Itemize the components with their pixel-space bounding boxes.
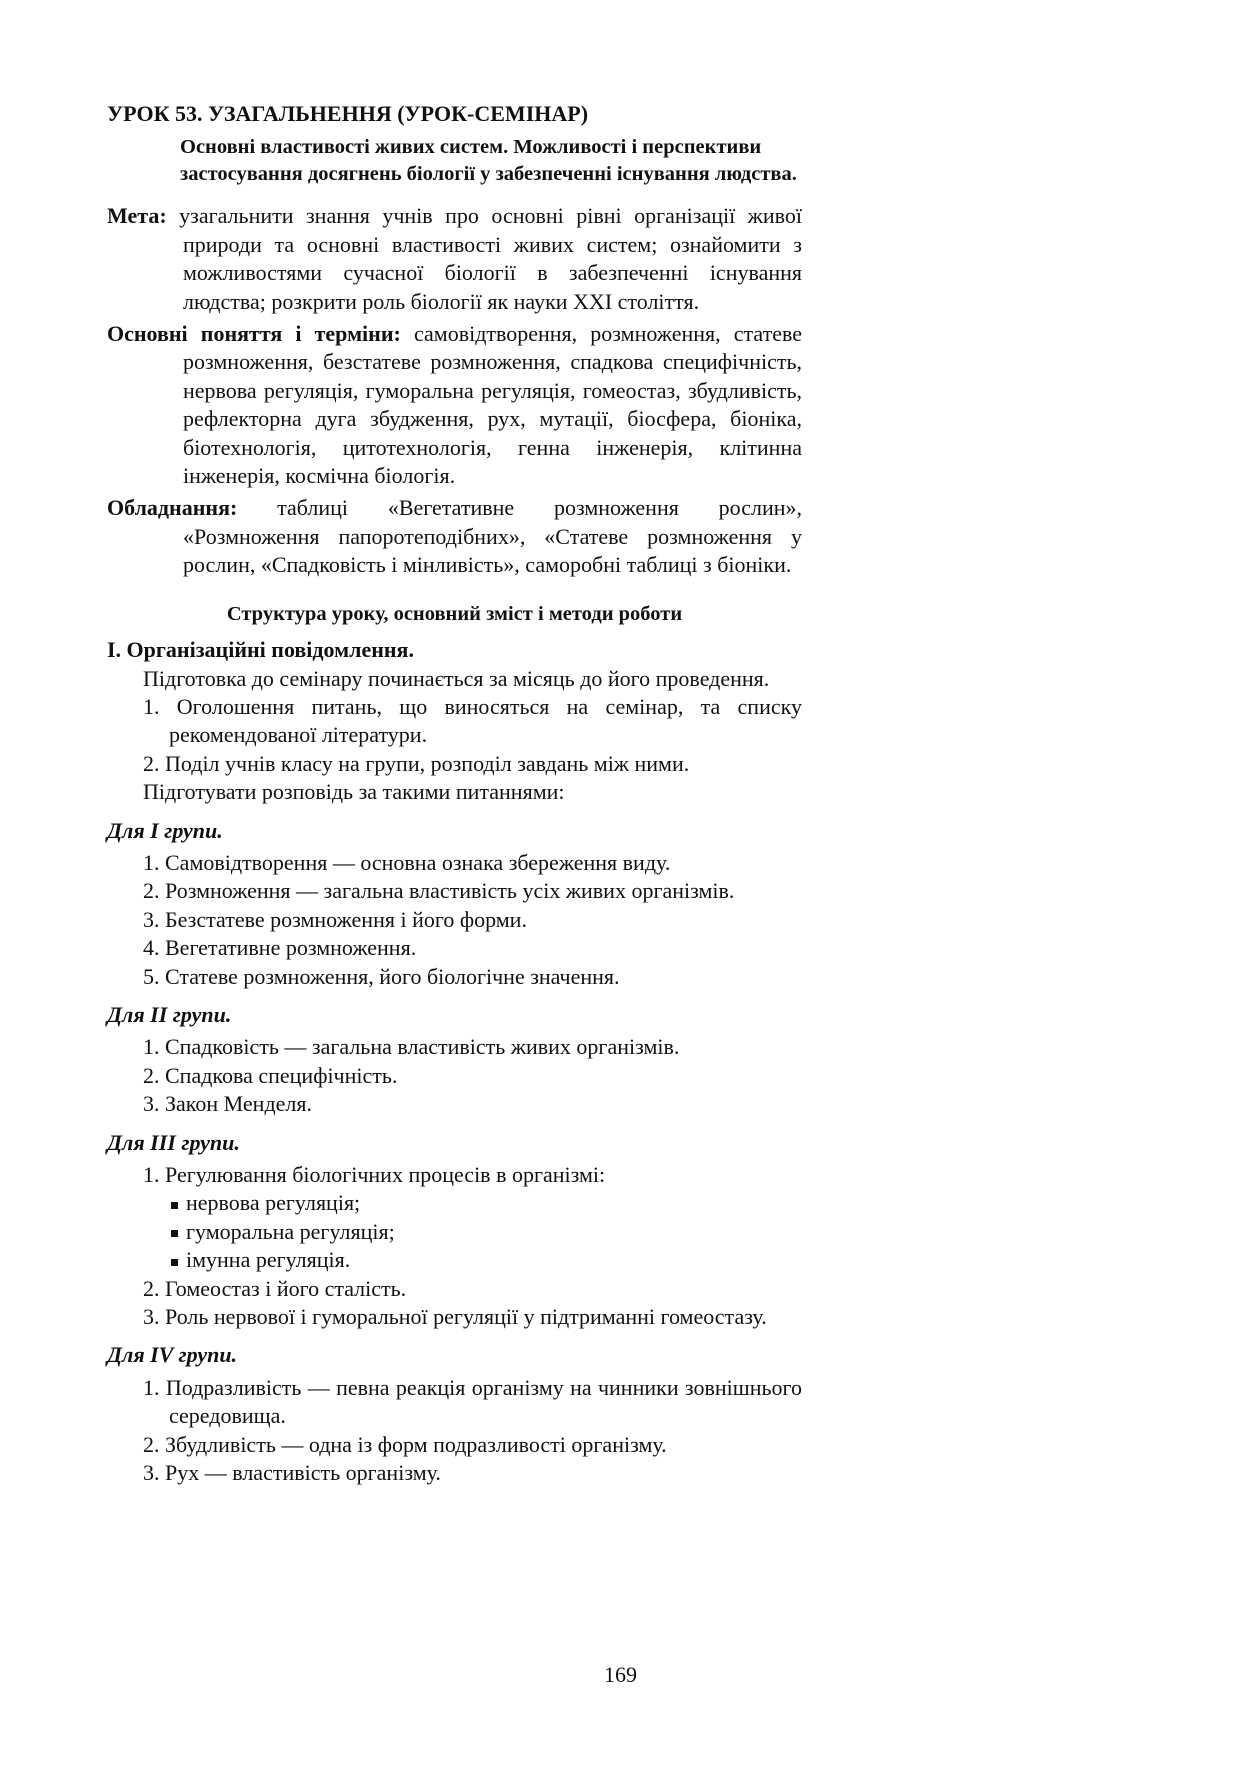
group4-list [107, 1374, 802, 1488]
structure-title: Структура уроку, основний зміст і методи роботи [226, 602, 683, 625]
list-item: 2. Спадкова специфічність. [143, 1062, 398, 1088]
bullet-item [171, 1189, 802, 1217]
bullet-item [171, 1218, 802, 1246]
group1-heading: Для I групи. [107, 817, 223, 843]
goal-field [107, 202, 802, 316]
bullet-text: імунна регуляція. [186, 1247, 351, 1273]
list-item: 3. Роль нервової і гуморальної регуляції у підтриманні гомеостазу. [143, 1304, 767, 1330]
list-item: 1. Самовідтворення — основна ознака збереження виду. [143, 849, 671, 875]
list-item: 2. Розмноження — загальна властивість усіх живих організмів. [143, 878, 735, 904]
list-item: 3. Безстатеве розмноження і його форми. [143, 906, 527, 932]
concepts-field [107, 320, 802, 490]
section-list [107, 693, 802, 778]
group3-heading: Для III групи. [107, 1129, 240, 1155]
list-item: 1. Подразливість — певна реакція організму на чинники зовнішнього середовища. [143, 1374, 802, 1429]
lesson-subtitle: Основні властивості живих систем. Можливості і перспективи застосування досягнень біології у забезпеченні існування людства. [180, 136, 797, 186]
list-item: 5. Статеве розмноження, його біологічне значення. [143, 963, 620, 989]
section-intro: Підготовка до семінару починається за місяць до його проведення. [143, 665, 770, 691]
lesson-title: УРОК 53. УЗАГАЛЬНЕННЯ (УРОК-СЕМІНАР) [107, 101, 589, 126]
group2-list [107, 1033, 802, 1118]
group3-list [107, 1161, 802, 1189]
group3-list-continued [107, 1275, 802, 1332]
group2-heading: Для II групи. [107, 1001, 232, 1027]
square-bullet-icon [171, 1230, 178, 1237]
list-item: 1. Оголошення питань, що виносяться на семінар, та списку рекомендованої літератури. [143, 693, 802, 748]
list-item: 2. Поділ учнів класу на групи, розподіл завдань між ними. [143, 750, 690, 776]
list-item: 2. Гомеостаз і його сталість. [143, 1275, 407, 1301]
square-bullet-icon [171, 1259, 178, 1266]
equipment-text: таблиці «Вегетативне розмноження рослин», «Розмноження папоротеподібних», «Статеве розмноження у рослин, «Спадковість і мінливість», саморобні таблиці з біоніки. [183, 495, 802, 578]
group3-bullets [107, 1189, 802, 1274]
section-heading: I. Організаційні повідомлення. [107, 637, 414, 663]
list-item: 4. Вегетативне розмноження. [143, 935, 417, 961]
equipment-field [107, 494, 802, 579]
bullet-item [171, 1246, 802, 1274]
page-number: 169 [604, 1662, 637, 1687]
square-bullet-icon [171, 1202, 178, 1209]
concepts-text: самовідтворення, розмноження, статеве розмноження, безстатеве розмноження, спадкова специфічність, нервова регуляція, гуморальна регуляція, гомеостаз, збудливість, рефлекторна дуга збудження, рух, мутації, біосфера, біоніка, біотехнологія, цитотехнологія, генна інженерія, клітинна інженерія, космічна біологія. [183, 321, 803, 489]
list-item: 1. Спадковість — загальна властивість живих організмів. [143, 1034, 680, 1060]
list-item: 3. Рух — властивість організму. [143, 1460, 441, 1486]
section-note: Підготувати розповідь за такими питаннями: [143, 779, 565, 805]
concepts-label: Основні поняття і терміни: [107, 321, 401, 347]
group4-heading: Для IV групи. [107, 1342, 238, 1368]
list-item: 1. Регулювання біологічних процесів в організмі: [143, 1162, 606, 1187]
document-page [107, 100, 802, 1487]
goal-text: узагальнити знання учнів про основні рівні організації живої природи та основні властивості живих систем; ознайомити з можливостями сучасної біології в забезпеченні існування людства; розкрити роль біології як науки XXI століття. [179, 203, 803, 314]
goal-label: Мета: [107, 203, 167, 229]
list-item: 3. Закон Менделя. [143, 1091, 312, 1117]
group1-list [107, 849, 802, 991]
equipment-label: Обладнання: [107, 495, 238, 521]
list-item: 2. Збудливість — одна із форм подразливості організму. [143, 1431, 667, 1457]
bullet-text: гуморальна регуляція; [186, 1218, 395, 1244]
bullet-text: нервова регуляція; [186, 1190, 361, 1216]
